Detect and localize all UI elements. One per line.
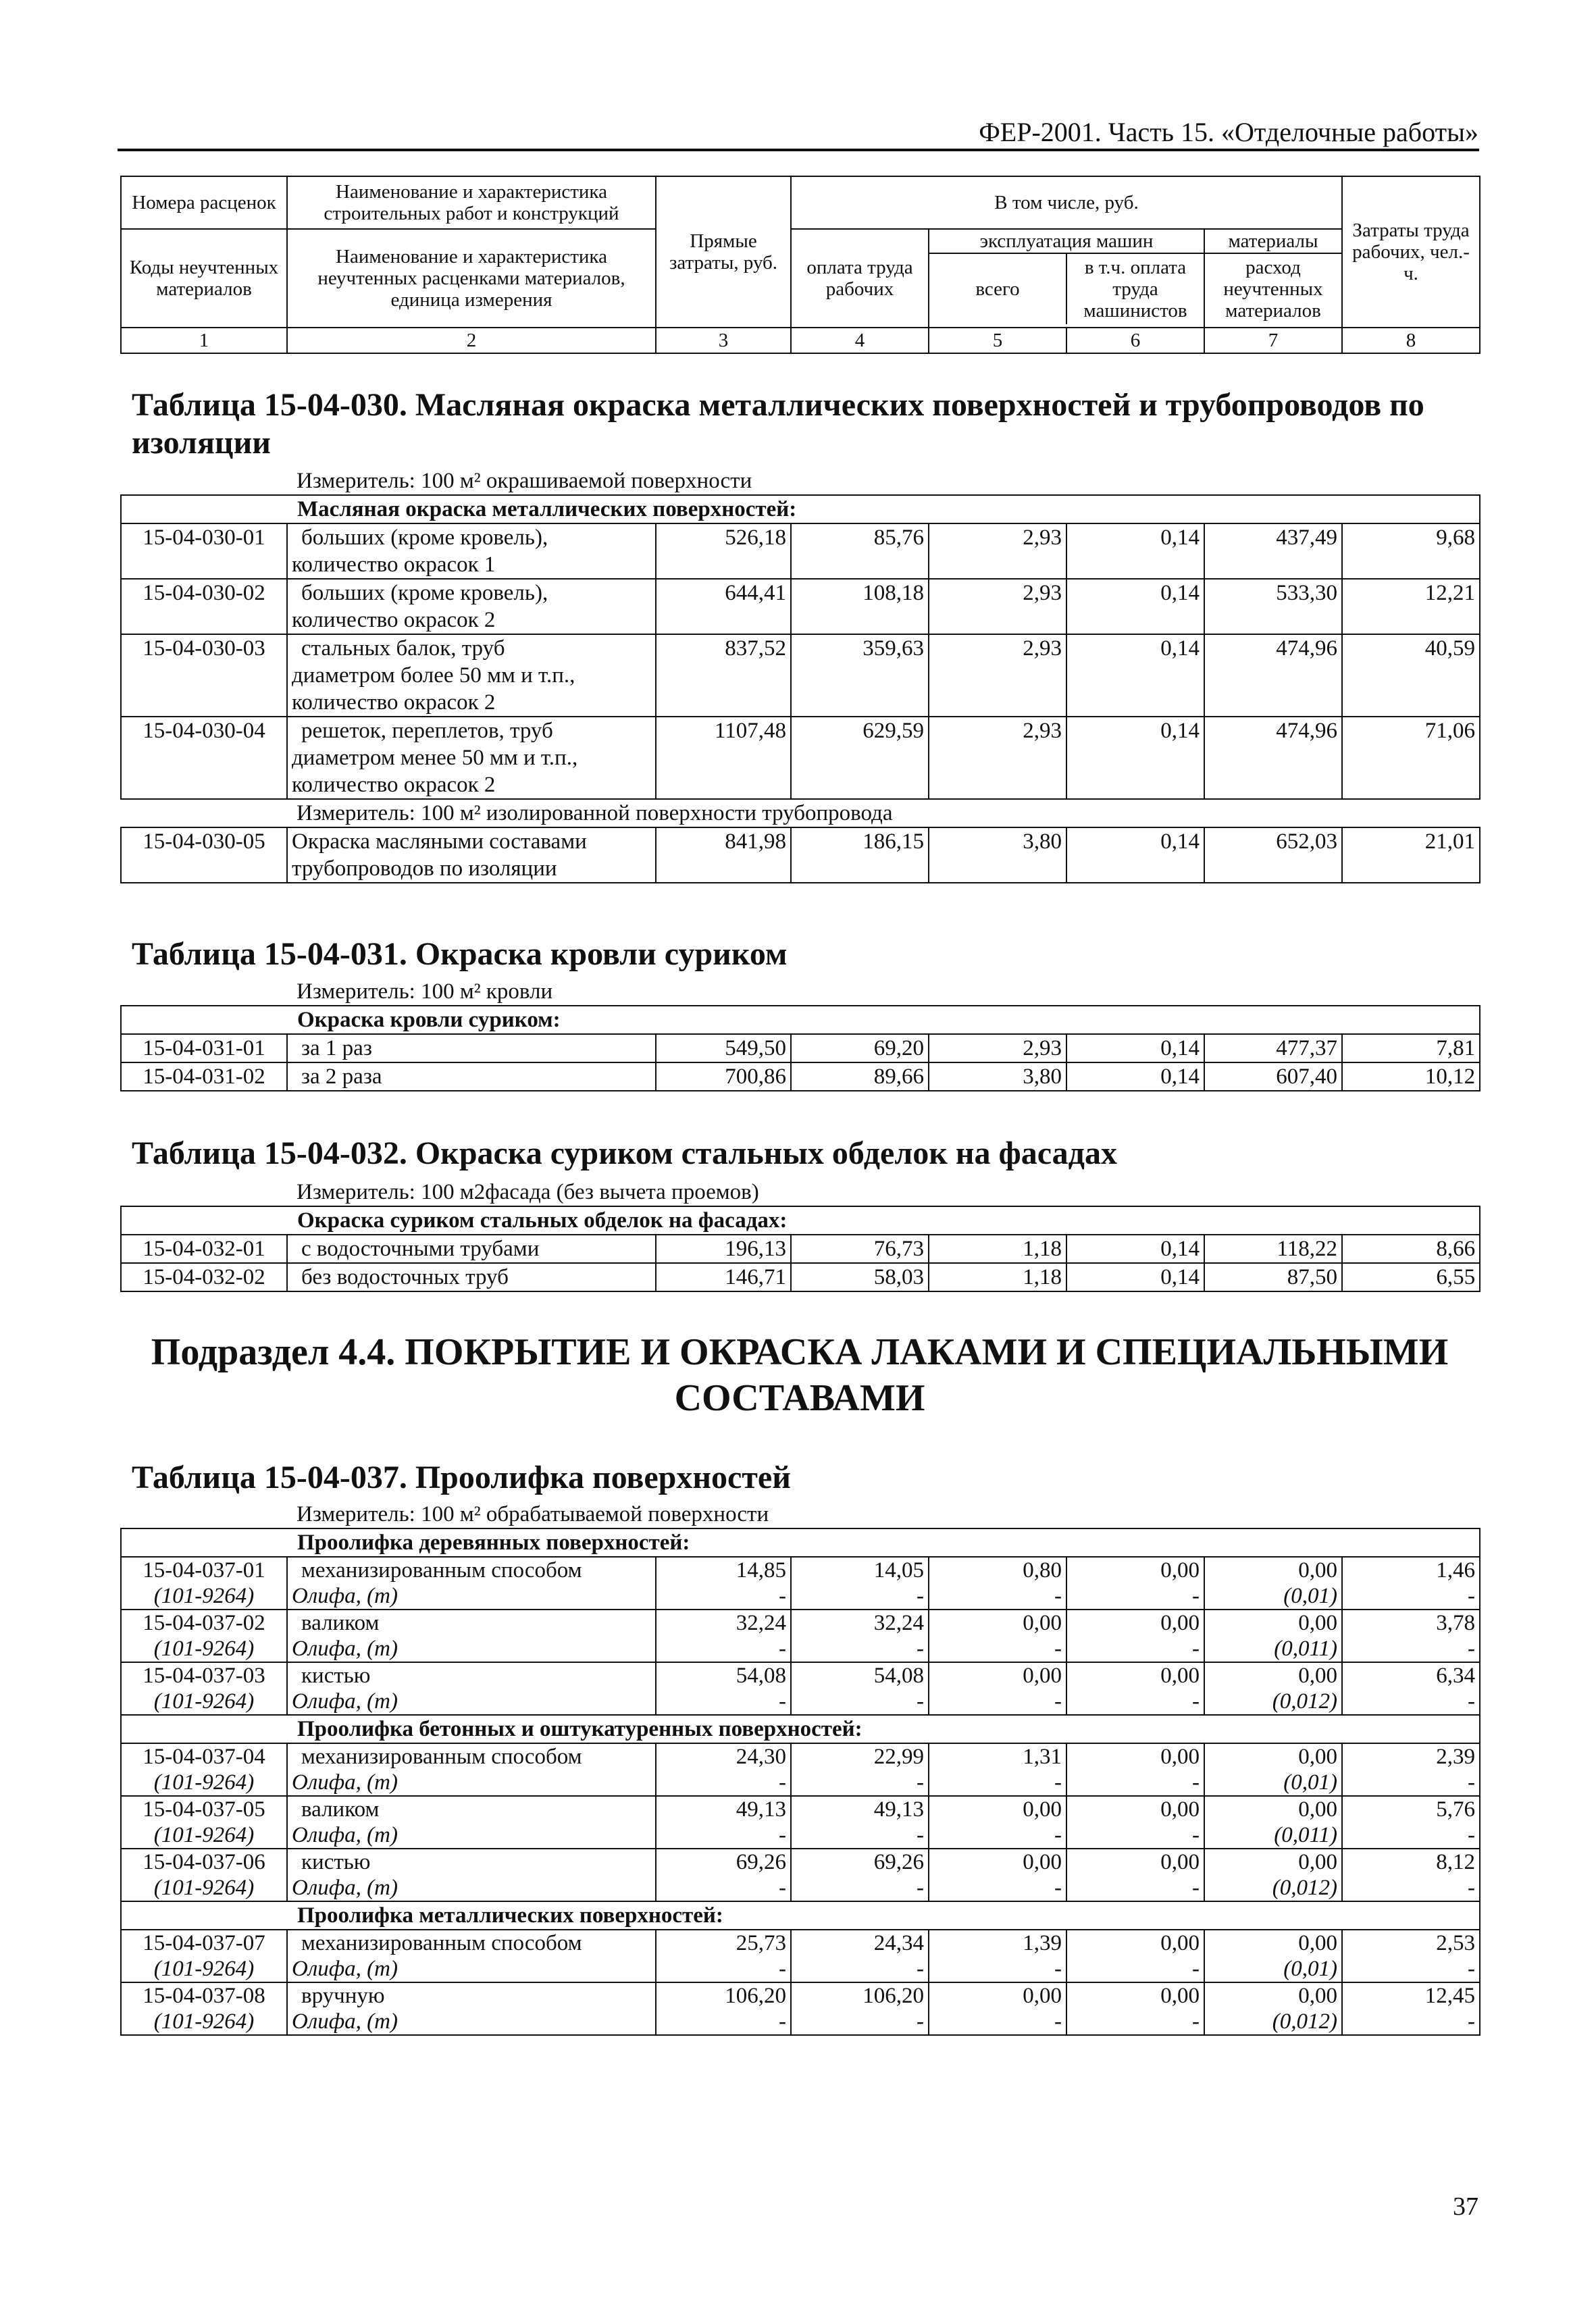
cell-materials: 0,00 (0,011) xyxy=(1204,1796,1342,1849)
cell-labor: 40,59 xyxy=(1342,634,1480,717)
group-label: Окраска суриком стальных обделок на фасадах: xyxy=(121,1206,1480,1235)
rate-code: 15-04-037-01 (101-9264) xyxy=(121,1557,287,1610)
rate-name: с водосточными трубами xyxy=(287,1235,656,1263)
header-materials-cons: расход неучтенных материалов xyxy=(1223,257,1323,322)
rate-name: валиком Олифа, (т) xyxy=(287,1610,656,1662)
header-name: Наименование и характеристика строительных работ и конструкций xyxy=(287,176,656,229)
running-header: ФЕР-2001. Часть 15. «Отделочные работы» xyxy=(979,117,1478,147)
cell-materials: 0,00 (0,01) xyxy=(1204,1743,1342,1796)
col-num-1: 1 xyxy=(121,328,287,353)
table-row xyxy=(121,1235,1480,1263)
cell-labor: 6,34 - xyxy=(1342,1662,1480,1715)
rate-code: 15-04-037-03 (101-9264) xyxy=(121,1662,287,1715)
cell-direct: 69,26 - xyxy=(656,1849,791,1901)
cell-materials: 0,00 (0,011) xyxy=(1204,1610,1342,1662)
cell-materials: 474,96 xyxy=(1204,634,1342,717)
cell-wages: 22,99 - xyxy=(791,1743,929,1796)
cell-materials: 0,00 (0,01) xyxy=(1204,1557,1342,1610)
cell-wages: 58,03 xyxy=(791,1263,929,1291)
table-row xyxy=(121,634,1480,717)
cell-materials: 474,96 xyxy=(1204,717,1342,799)
cell-materials: 437,49 xyxy=(1204,523,1342,579)
table-row xyxy=(121,1034,1480,1062)
cell-machines: 2,93 xyxy=(929,579,1066,634)
rate-code: 15-04-037-02 (101-9264) xyxy=(121,1610,287,1662)
cell-labor: 3,78 - xyxy=(1342,1610,1480,1662)
col-num-6: 6 xyxy=(1066,328,1204,353)
cell-machines: 1,31 - xyxy=(929,1743,1066,1796)
rate-code: 15-04-037-05 (101-9264) xyxy=(121,1796,287,1849)
cell-machinists: 0,00 - xyxy=(1066,1743,1204,1796)
cell-materials: 0,00 (0,012) xyxy=(1204,1982,1342,2035)
cell-materials: 652,03 xyxy=(1204,827,1342,883)
cell-wages: 24,34 - xyxy=(791,1930,929,1982)
header-wages: оплата труда рабочих xyxy=(791,229,929,328)
rate-code: 15-04-031-02 xyxy=(121,1062,287,1091)
cell-labor: 5,76 - xyxy=(1342,1796,1480,1849)
rate-name: без водосточных труб xyxy=(287,1263,656,1291)
cell-direct: 837,52 xyxy=(656,634,791,717)
header-machines-total: всего xyxy=(929,254,1067,324)
cell-direct: 32,24 - xyxy=(656,1610,791,1662)
cell-direct: 49,13 - xyxy=(656,1796,791,1849)
table-row xyxy=(121,1796,1480,1849)
cell-machinists: 0,14 xyxy=(1066,1235,1204,1263)
table-row xyxy=(121,1982,1480,2035)
cell-machines: 3,80 xyxy=(929,827,1066,883)
cell-direct: 24,30 - xyxy=(656,1743,791,1796)
cell-materials: 118,22 xyxy=(1204,1235,1342,1263)
cell-wages: 76,73 xyxy=(791,1235,929,1263)
col-num-5: 5 xyxy=(929,328,1066,353)
rate-name: Окраска масляными составами трубопроводов по изоляции xyxy=(287,827,656,883)
cell-wages: 629,59 xyxy=(791,717,929,799)
rate-code: 15-04-030-01 xyxy=(121,523,287,579)
cell-direct: 106,20 - xyxy=(656,1982,791,2035)
cell-wages: 69,20 xyxy=(791,1034,929,1062)
cell-direct: 146,71 xyxy=(656,1263,791,1291)
cell-wages: 106,20 - xyxy=(791,1982,929,2035)
rate-name: механизированным способом Олифа, (т) xyxy=(287,1743,656,1796)
header-name-materials: Наименование и характеристика неучтенных расценками материалов, единица измерения xyxy=(287,229,656,328)
measure-unit: Измеритель: 100 м² изолированной поверхности трубопровода xyxy=(121,799,1480,827)
header-labor: Затраты труда рабочих, чел.-ч. xyxy=(1342,176,1480,328)
rate-code: 15-04-037-04 (101-9264) xyxy=(121,1743,287,1796)
table-title: Таблица 15-04-031. Окраска кровли суриком xyxy=(132,936,788,972)
cell-machinists: 0,14 xyxy=(1066,579,1204,634)
rate-code: 15-04-032-02 xyxy=(121,1263,287,1291)
cell-direct: 196,13 xyxy=(656,1235,791,1263)
group-label: Проолифка деревянных поверхностей: xyxy=(121,1528,1480,1557)
cell-wages: 14,05 - xyxy=(791,1557,929,1610)
group-label: Проолифка бетонных и оштукатуренных поверхностей: xyxy=(121,1715,1480,1743)
cell-labor: 1,46 - xyxy=(1342,1557,1480,1610)
cell-machines: 0,00 - xyxy=(929,1982,1066,2035)
cell-machinists: 0,00 - xyxy=(1066,1557,1204,1610)
rate-name: кистью Олифа, (т) xyxy=(287,1662,656,1715)
cell-labor: 10,12 xyxy=(1342,1062,1480,1091)
header-materials: материалы xyxy=(1205,230,1341,254)
rate-code: 15-04-030-02 xyxy=(121,579,287,634)
cell-wages: 186,15 xyxy=(791,827,929,883)
cell-wages: 359,63 xyxy=(791,634,929,717)
table-title: Таблица 15-04-032. Окраска суриком стальных обделок на фасадах xyxy=(132,1135,1117,1171)
table-title: Таблица 15-04-037. Проолифка поверхностей xyxy=(132,1460,791,1495)
rate-name: за 1 раз xyxy=(287,1034,656,1062)
cell-machinists: 0,00 - xyxy=(1066,1662,1204,1715)
cell-direct: 1107,48 xyxy=(656,717,791,799)
cell-materials: 477,37 xyxy=(1204,1034,1342,1062)
cell-machines: 0,00 - xyxy=(929,1849,1066,1901)
table-15-04-031 xyxy=(120,978,1481,1091)
cell-direct: 54,08 - xyxy=(656,1662,791,1715)
header-machines: эксплуатация машин xyxy=(929,230,1204,254)
cell-direct: 25,73 - xyxy=(656,1930,791,1982)
rate-name: решеток, переплетов, труб диаметром менее 50 мм и т.п., количество окрасок 2 xyxy=(287,717,656,799)
header-direct: Прямые затраты, руб. xyxy=(656,176,791,328)
table-15-04-037 xyxy=(120,1501,1481,2036)
table-row xyxy=(121,1849,1480,1901)
cell-machines: 2,93 xyxy=(929,1034,1066,1062)
cell-machines: 3,80 xyxy=(929,1062,1066,1091)
cell-labor: 12,45 - xyxy=(1342,1982,1480,2035)
cell-machines: 0,00 - xyxy=(929,1610,1066,1662)
measure-unit: Измеритель: 100 м² кровли xyxy=(297,979,553,1004)
cell-machines: 2,93 xyxy=(929,717,1066,799)
rate-name: механизированным способом Олифа, (т) xyxy=(287,1930,656,1982)
column-header-table xyxy=(120,176,1481,354)
header-codes: Коды неучтенных материалов xyxy=(121,229,287,328)
cell-machines: 1,39 - xyxy=(929,1930,1066,1982)
cell-machines: 2,93 xyxy=(929,523,1066,579)
cell-machinists: 0,14 xyxy=(1066,827,1204,883)
table-row xyxy=(121,1062,1480,1091)
cell-direct: 700,86 xyxy=(656,1062,791,1091)
cell-labor: 2,39 - xyxy=(1342,1743,1480,1796)
cell-machinists: 0,00 - xyxy=(1066,1849,1204,1901)
cell-wages: 89,66 xyxy=(791,1062,929,1091)
cell-labor: 7,81 xyxy=(1342,1034,1480,1062)
table-row xyxy=(121,1662,1480,1715)
cell-materials: 87,50 xyxy=(1204,1263,1342,1291)
cell-wages: 54,08 - xyxy=(791,1662,929,1715)
rate-code: 15-04-031-01 xyxy=(121,1034,287,1062)
rate-code: 15-04-037-06 (101-9264) xyxy=(121,1849,287,1901)
cell-direct: 841,98 xyxy=(656,827,791,883)
table-15-04-032 xyxy=(120,1179,1481,1292)
table-row xyxy=(121,1610,1480,1662)
header-incl: В том числе, руб. xyxy=(791,176,1342,229)
table-row xyxy=(121,1263,1480,1291)
cell-labor: 6,55 xyxy=(1342,1263,1480,1291)
table-row xyxy=(121,717,1480,799)
page-number: 37 xyxy=(1453,2192,1478,2221)
cell-labor: 8,66 xyxy=(1342,1235,1480,1263)
cell-wages: 32,24 - xyxy=(791,1610,929,1662)
col-num-2: 2 xyxy=(287,328,656,353)
header-machines-group xyxy=(929,229,1204,328)
rate-code: 15-04-030-04 xyxy=(121,717,287,799)
cell-labor: 2,53 - xyxy=(1342,1930,1480,1982)
cell-machines: 1,18 xyxy=(929,1263,1066,1291)
rate-name: кистью Олифа, (т) xyxy=(287,1849,656,1901)
table-15-04-030 xyxy=(120,467,1481,883)
cell-materials: 607,40 xyxy=(1204,1062,1342,1091)
cell-machinists: 0,14 xyxy=(1066,1034,1204,1062)
group-label: Окраска кровли суриком: xyxy=(121,1006,1480,1034)
cell-materials: 0,00 (0,01) xyxy=(1204,1930,1342,1982)
cell-labor: 8,12 - xyxy=(1342,1849,1480,1901)
cell-direct: 644,41 xyxy=(656,579,791,634)
header-materials-group xyxy=(1204,229,1342,328)
cell-wages: 108,18 xyxy=(791,579,929,634)
table-row xyxy=(121,579,1480,634)
cell-machines: 0,00 - xyxy=(929,1796,1066,1849)
header-machinists: в т.ч. оплата труда машинистов xyxy=(1083,257,1187,322)
rate-code: 15-04-037-07 (101-9264) xyxy=(121,1930,287,1982)
cell-machinists: 0,00 - xyxy=(1066,1930,1204,1982)
cell-labor: 21,01 xyxy=(1342,827,1480,883)
cell-direct: 14,85 - xyxy=(656,1557,791,1610)
rate-name: вручную Олифа, (т) xyxy=(287,1982,656,2035)
rate-code: 15-04-037-08 (101-9264) xyxy=(121,1982,287,2035)
rate-name: больших (кроме кровель), количество окрасок 1 xyxy=(287,523,656,579)
table-title: Таблица 15-04-030. Масляная окраска металлических поверхностей и трубопроводов по изоляции xyxy=(132,387,1424,461)
cell-wages: 49,13 - xyxy=(791,1796,929,1849)
table-row xyxy=(121,1930,1480,1982)
rate-name: механизированным способом Олифа, (т) xyxy=(287,1557,656,1610)
rate-name: больших (кроме кровель), количество окрасок 2 xyxy=(287,579,656,634)
cell-machinists: 0,00 - xyxy=(1066,1610,1204,1662)
cell-wages: 85,76 xyxy=(791,523,929,579)
cell-labor: 9,68 xyxy=(1342,523,1480,579)
cell-machinists: 0,14 xyxy=(1066,523,1204,579)
cell-labor: 71,06 xyxy=(1342,717,1480,799)
cell-machinists: 0,00 - xyxy=(1066,1796,1204,1849)
cell-machines: 0,00 - xyxy=(929,1662,1066,1715)
group-label: Проолифка металлических поверхностей: xyxy=(121,1901,1480,1930)
cell-machines: 2,93 xyxy=(929,634,1066,717)
table-row xyxy=(121,1557,1480,1610)
col-num-7: 7 xyxy=(1204,328,1342,353)
rate-code: 15-04-030-05 xyxy=(121,827,287,883)
header-numbers: Номера расценок xyxy=(121,176,287,229)
cell-labor: 12,21 xyxy=(1342,579,1480,634)
cell-wages: 69,26 - xyxy=(791,1849,929,1901)
cell-materials: 0,00 (0,012) xyxy=(1204,1849,1342,1901)
table-row xyxy=(121,1743,1480,1796)
rate-name: валиком Олифа, (т) xyxy=(287,1796,656,1849)
measure-unit: Измеритель: 100 м² окрашиваемой поверхности xyxy=(297,469,752,493)
rate-name: стальных балок, труб диаметром более 50 мм и т.п., количество окрасок 2 xyxy=(287,634,656,717)
rate-code: 15-04-030-03 xyxy=(121,634,287,717)
cell-materials: 533,30 xyxy=(1204,579,1342,634)
col-num-8: 8 xyxy=(1342,328,1480,353)
cell-machines: 0,80 - xyxy=(929,1557,1066,1610)
cell-machinists: 0,14 xyxy=(1066,1263,1204,1291)
rate-code: 15-04-032-01 xyxy=(121,1235,287,1263)
col-num-3: 3 xyxy=(656,328,791,353)
rate-name: за 2 раза xyxy=(287,1062,656,1091)
col-num-4: 4 xyxy=(791,328,929,353)
measure-unit: Измеритель: 100 м2фасада (без вычета проемов) xyxy=(297,1180,759,1204)
table-row xyxy=(121,523,1480,579)
cell-direct: 526,18 xyxy=(656,523,791,579)
cell-materials: 0,00 (0,012) xyxy=(1204,1662,1342,1715)
cell-machines: 1,18 xyxy=(929,1235,1066,1263)
table-row xyxy=(121,827,1480,883)
group-label: Масляная окраска металлических поверхностей: xyxy=(121,495,1480,523)
section-title: Подраздел 4.4. ПОКРЫТИЕ И ОКРАСКА ЛАКАМИ И СПЕЦИАЛЬНЫМИ СОСТАВАМИ xyxy=(151,1331,1449,1419)
cell-machinists: 0,00 - xyxy=(1066,1982,1204,2035)
cell-machinists: 0,14 xyxy=(1066,1062,1204,1091)
measure-unit: Измеритель: 100 м² обрабатываемой поверхности xyxy=(297,1502,769,1526)
header-rule xyxy=(118,149,1479,151)
cell-machinists: 0,14 xyxy=(1066,634,1204,717)
cell-direct: 549,50 xyxy=(656,1034,791,1062)
cell-machinists: 0,14 xyxy=(1066,717,1204,799)
